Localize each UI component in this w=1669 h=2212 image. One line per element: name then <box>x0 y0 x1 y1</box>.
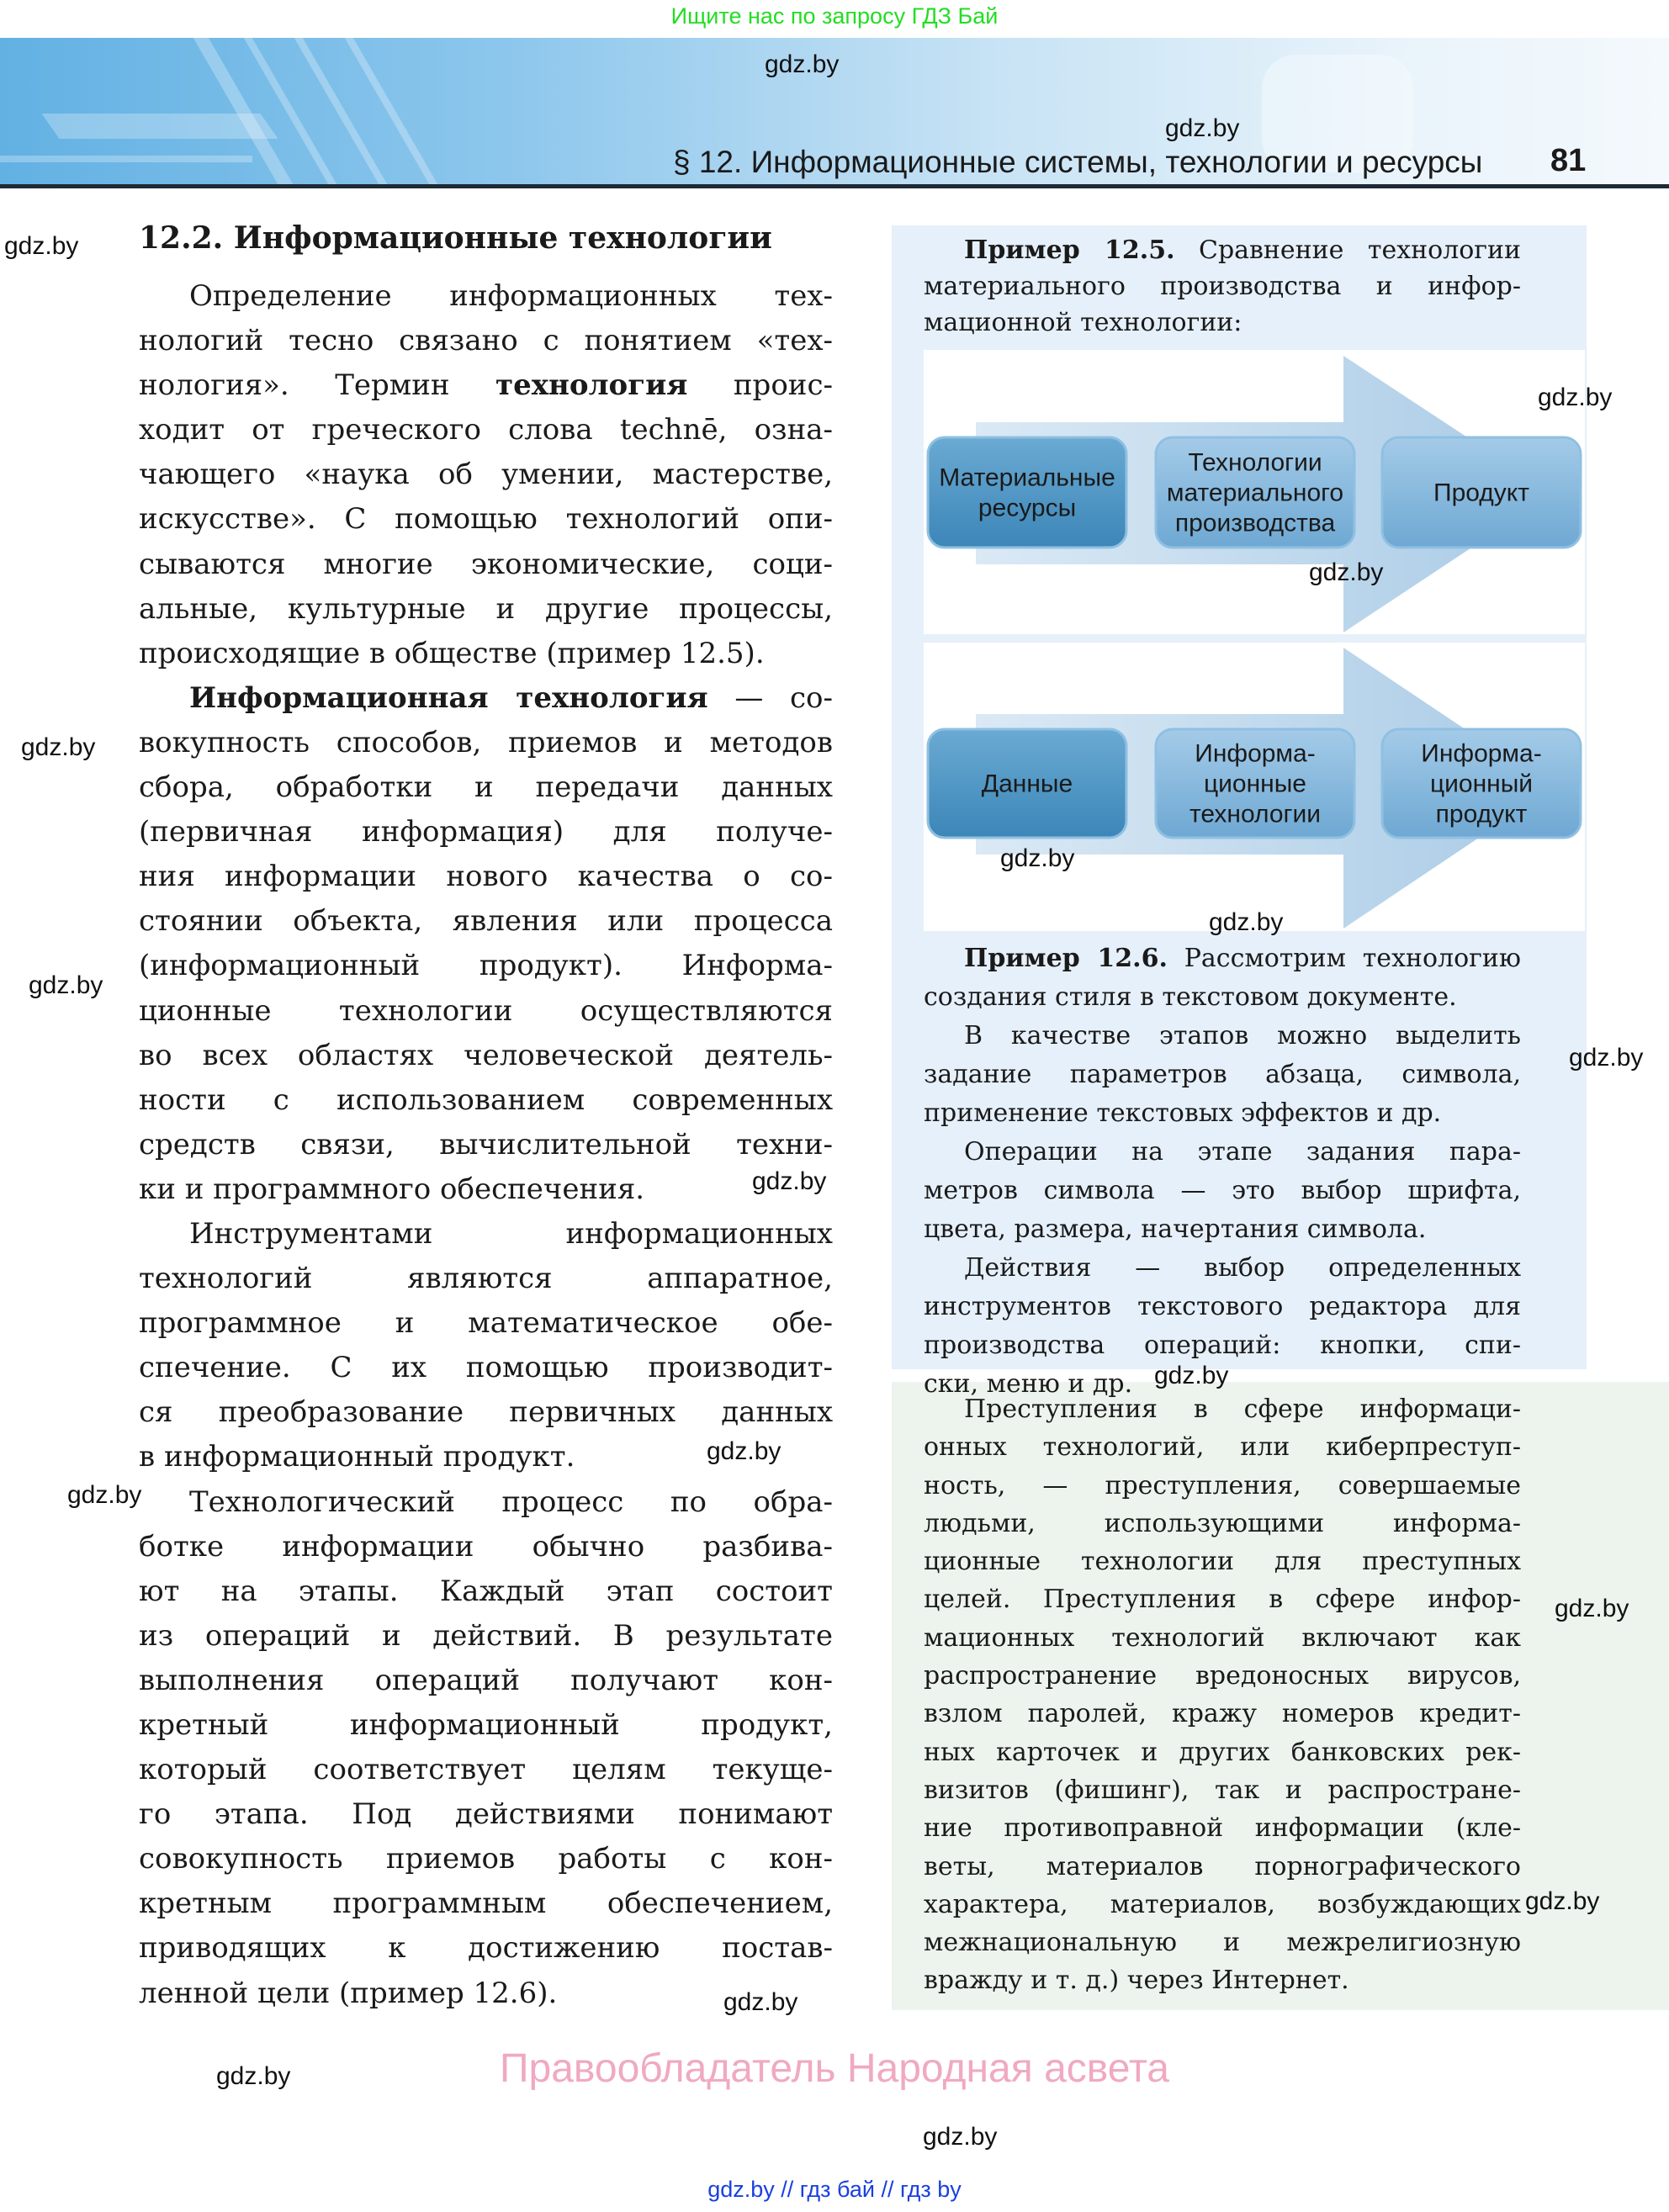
bold-term: Информационная технология <box>189 680 708 715</box>
section-heading: 12.2. Информационные технологии <box>139 220 772 256</box>
page-number: 81 <box>1550 143 1587 178</box>
stage-label: продукт <box>1435 800 1528 828</box>
text-line: ния информации нового качества о со- <box>139 860 833 894</box>
text-line: ски, меню и др. <box>924 1369 1133 1399</box>
text-line: происходящие в обществе (пример 12.5). <box>139 636 765 670</box>
footer-links[interactable]: gdz.by // гдз бай // гдз by <box>707 2177 962 2202</box>
text-line: В качестве этапов можно выделить <box>964 1021 1521 1050</box>
watermark: gdz.by <box>723 1988 798 2016</box>
bold-term: Пример 12.5. <box>964 235 1175 265</box>
text-line: ционные технологии осуществляются <box>139 993 833 1028</box>
watermark: gdz.by <box>1309 558 1384 586</box>
watermark: gdz.by <box>707 1437 782 1465</box>
watermark: gdz.by <box>1555 1595 1629 1622</box>
text-line: ных карточек и других банковских рек- <box>924 1737 1521 1767</box>
text-line: сбора, обработки и передачи данных <box>139 770 833 805</box>
text-line: создания стиля в текстовом документе. <box>924 982 1457 1012</box>
text-line: производства операций: кнопки, спи- <box>924 1331 1521 1360</box>
text-line: ность, — преступления, совершаемые <box>924 1470 1521 1500</box>
text-line: ленной цели (пример 12.6). <box>139 1976 558 2010</box>
text-line: распространение вредоносных вирусов, <box>924 1661 1521 1691</box>
process-stage-box <box>1382 729 1581 838</box>
watermark: gdz.by <box>1525 1887 1600 1915</box>
watermark: gdz.by <box>4 232 79 260</box>
technology-comparison-diagram <box>0 0 1669 942</box>
watermark: gdz.by <box>923 2123 998 2151</box>
text-line: Операции на этапе задания пара- <box>964 1137 1521 1167</box>
watermark: gdz.by <box>752 1167 827 1195</box>
stage-label: Материальные <box>939 463 1115 492</box>
stage-label: Технологии <box>1188 448 1322 477</box>
text-line: ности с использованием современных <box>139 1082 833 1117</box>
process-stage-box <box>1156 437 1354 548</box>
process-stage-box <box>1382 437 1581 548</box>
text-line: спечение. С их помощью производит- <box>139 1351 833 1385</box>
text-line: кретным программным обеспечением, <box>139 1887 833 1921</box>
text-line: стоянии объекта, явления или процесса <box>139 904 833 939</box>
text-segment: — со- <box>707 680 833 715</box>
text-line: выполнения операций получают кон- <box>139 1663 833 1697</box>
text-line: (первичная информация) для получе- <box>139 815 833 849</box>
search-hint-link[interactable]: Ищите нас по запросу ГДЗ Бай <box>670 3 999 29</box>
cybercrime-note <box>924 1390 1521 2000</box>
watermark: gdz.by <box>1538 384 1613 411</box>
text-line: ходит от греческого слова technē, озна- <box>139 413 833 447</box>
text-line: средств связи, вычислительной техни- <box>139 1127 833 1162</box>
stage-label: Информа- <box>1421 739 1542 768</box>
stage-label: производства <box>1174 509 1336 537</box>
watermark: gdz.by <box>1209 908 1284 936</box>
watermark: gdz.by <box>1154 1362 1229 1389</box>
text-line: сываются многие экономические, соци- <box>139 547 833 581</box>
copyright-notice: Правообладатель Народная асвета <box>500 2046 1169 2091</box>
watermark: gdz.by <box>29 971 103 999</box>
watermark: gdz.by <box>21 733 96 761</box>
text-line: во всех областях человеческой деятель- <box>139 1038 833 1072</box>
text-line: ботке информации обычно разбива- <box>139 1529 833 1564</box>
text-line: ся преобразование первичных данных <box>139 1395 833 1430</box>
stage-label: Информа- <box>1195 739 1316 768</box>
watermark: gdz.by <box>67 1481 142 1509</box>
text-line: нологий тесно связано с понятием «тех- <box>139 324 833 358</box>
bold-term: Пример 12.6. <box>964 944 1168 973</box>
text-line: инструментов текстового редактора для <box>924 1292 1521 1321</box>
text-line <box>924 939 1521 978</box>
stage-label: технологии <box>1189 800 1322 828</box>
bold-term: технология <box>495 368 688 403</box>
text-line: совокупность приемов работы с кон- <box>139 1842 833 1876</box>
text-line: который соответствует целям текуще- <box>139 1753 833 1787</box>
text-line: кретный информационный продукт, <box>139 1708 833 1742</box>
text-line: цвета, размера, начертания символа. <box>924 1214 1427 1244</box>
text-line: программное и математическое обе- <box>139 1306 833 1341</box>
text-line: (информационный продукт). Информа- <box>139 949 833 983</box>
watermark: gdz.by <box>765 50 840 78</box>
stage-label: Данные <box>981 770 1073 798</box>
watermark: gdz.by <box>1165 114 1240 142</box>
process-stage-box <box>928 437 1126 548</box>
text-line: Действия — выбор определенных <box>964 1253 1521 1283</box>
text-line: ние противоправной информации (кле- <box>924 1813 1521 1844</box>
text-line: альные, культурные и другие процессы, <box>139 591 833 626</box>
text-line: вокупность способов, приемов и методов <box>139 725 833 759</box>
example-12-6 <box>924 939 1521 1404</box>
stage-box-shape <box>928 437 1126 548</box>
text-segment: Рассмотрим технологию <box>1167 944 1521 973</box>
text-line: ют на этапы. Каждый этап состоит <box>139 1574 833 1608</box>
text-line: Определение информационных тех- <box>189 279 833 313</box>
process-stage-box <box>928 729 1126 838</box>
text-segment: Сравнение технологии <box>1174 235 1522 265</box>
text-line: межнациональную и межрелигиозную <box>924 1928 1521 1958</box>
text-line: технологий являются аппаратное, <box>139 1262 833 1296</box>
text-line: из операций и действий. В результате <box>139 1618 833 1653</box>
stage-label: ционные <box>1203 770 1307 798</box>
text-line: характера, материалов, возбуждающих <box>924 1889 1521 1919</box>
text-line: ки и программного обеспечения. <box>139 1172 645 1206</box>
text-line: мационных технологий включают как <box>924 1622 1521 1653</box>
text-line: целей. Преступления в сфере инфор- <box>924 1585 1521 1615</box>
text-line: ционные технологии для преступных <box>924 1547 1521 1577</box>
stage-label: ресурсы <box>978 494 1077 522</box>
text-line: в информационный продукт. <box>139 1440 575 1474</box>
running-title: § 12. Информационные системы, технологии и ресурсы <box>673 145 1483 179</box>
watermark: gdz.by <box>216 2062 291 2090</box>
text-line: материального производства и инфор- <box>924 272 1521 301</box>
text-line: вражду и т. д.) через Интернет. <box>924 1966 1349 1996</box>
text-line: применение текстовых эффектов и др. <box>924 1098 1442 1128</box>
text-line: мационной технологии: <box>924 308 1242 337</box>
text-line: приводящих к достижению постав- <box>139 1931 833 1966</box>
text-line: го этапа. Под действиями понимают <box>139 1797 833 1832</box>
text-line: Инструментами информационных <box>189 1216 833 1251</box>
text-line: онных технологий, или киберпреступ- <box>924 1432 1521 1463</box>
text-line: Технологический процесс по обра- <box>189 1484 833 1519</box>
text-line: чающего «наука об умении, мастерстве, <box>139 458 833 492</box>
watermark: gdz.by <box>1000 844 1075 872</box>
stage-label: Продукт <box>1433 479 1529 507</box>
process-stage-box <box>1156 729 1354 838</box>
stage-label: ционный <box>1429 770 1534 798</box>
text-line: задание параметров абзаца, символа, <box>924 1060 1521 1089</box>
stage-label: материального <box>1166 479 1344 507</box>
text-line: людьми, использующими информа- <box>924 1508 1521 1538</box>
text-line: искусстве». С помощью технологий опи- <box>139 502 833 537</box>
text-line: Преступления в сфере информаци- <box>964 1394 1521 1424</box>
text-line: визитов (фишинг), так и распростране- <box>924 1775 1521 1805</box>
watermark: gdz.by <box>1569 1044 1644 1072</box>
text-segment: нология». Термин <box>139 368 496 403</box>
text-segment: проис- <box>687 368 833 403</box>
text-line: метров символа — это выбор шрифта, <box>924 1176 1521 1205</box>
text-line: веты, материалов порнографического <box>924 1851 1521 1881</box>
text-line: взлом паролей, кражу номеров кредит- <box>924 1699 1521 1729</box>
